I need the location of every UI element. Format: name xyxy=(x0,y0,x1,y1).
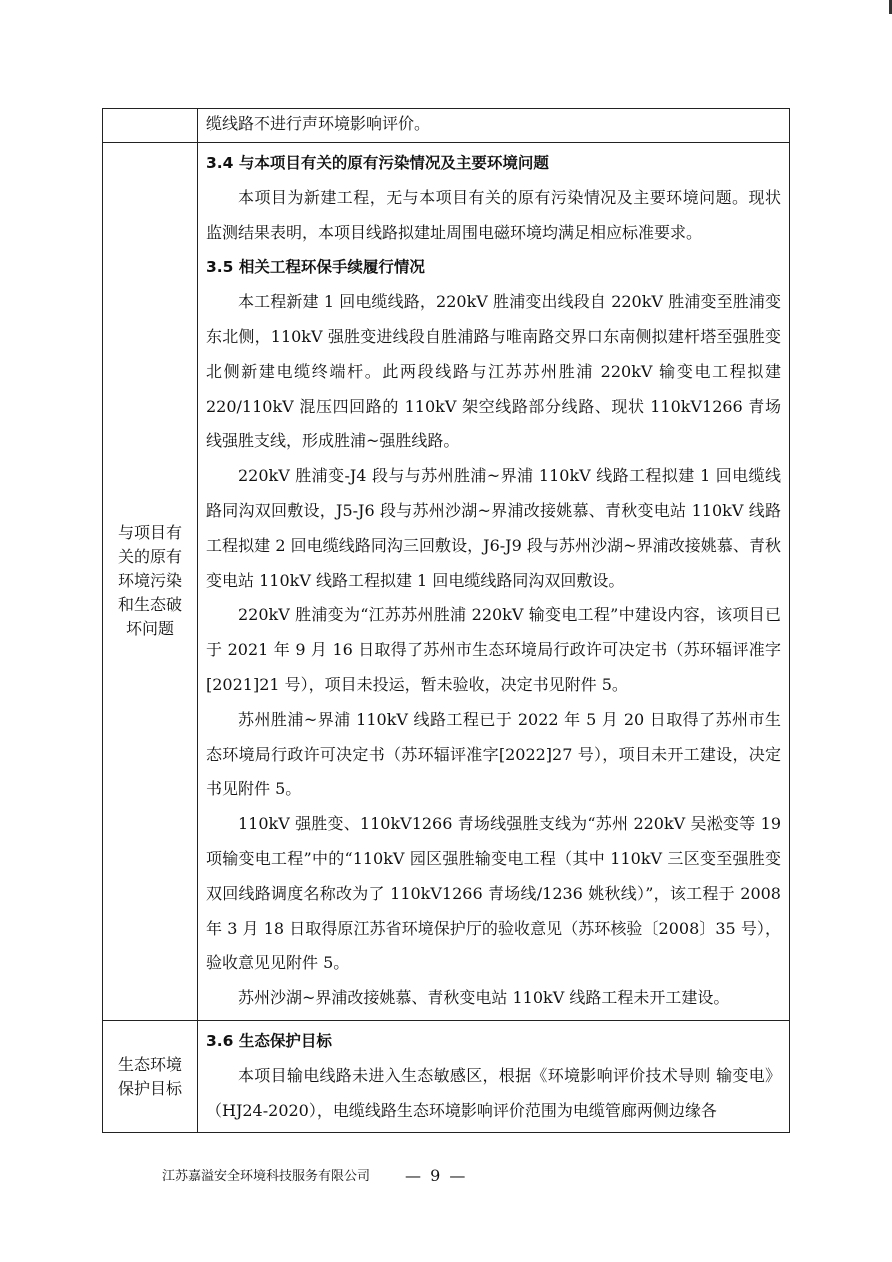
paragraph: 缆线路不进行声环境影响评价。 xyxy=(206,114,431,133)
section-heading-3-4: 3.4 与本项目有关的原有污染情况及主要环境问题 xyxy=(206,154,549,172)
table-row xyxy=(103,1020,790,1132)
row-body-cell xyxy=(198,143,790,1021)
paragraph: 110kV 强胜变、110kV1266 青场线强胜支线为“苏州 220kV 吴淞变等 19 项输变电工程”中的“110kV 园区强胜输变电工程（其中 110kV 三区变至强胜变双回线路调度名称改为了 110kV1266 青场线/1236 姚秋线）”，该工程于 2008 年 3 月 18 日取得原江苏省环境保护厅的验收意见（苏环核验〔2008〕35 号），验收意见见附件 5。 xyxy=(206,814,781,973)
row-header-label: 生态环境保护目标 xyxy=(117,1054,182,1098)
row-body-cell xyxy=(198,1020,790,1132)
row-header-cell xyxy=(103,143,198,1021)
paragraph: 本项目为新建工程，无与本项目有关的原有污染情况及主要环境问题。现状监测结果表明，本项目线路拟建址周围电磁环境均满足相应标准要求。 xyxy=(206,187,781,242)
footer-company: 江苏嘉溢安全环境科技服务有限公司 xyxy=(162,1169,371,1184)
row-header-label: 与项目有关的原有环境污染和生态破坏问题 xyxy=(117,523,182,639)
paragraph: 220kV 胜浦变-J4 段与与苏州胜浦~界浦 110kV 线路工程拟建 1 回电缆线路同沟双回敷设，J5-J6 段与苏州沙湖~界浦改接姚慕、青秋变电站 110kV 线路工程拟建 2 回电缆线路同沟三回敷设，J6-J9 段与苏州沙湖~界浦改接姚慕、青秋变电站 110kV 线路工程拟建 1 回电缆线路同沟双回敷设。 xyxy=(206,466,781,590)
paragraph: 苏州胜浦~界浦 110kV 线路工程已于 2022 年 5 月 20 日取得了苏州市生态环境局行政许可决定书（苏环辐评准字[2022]27 号），项目未开工建设，决定书见附件 5。 xyxy=(206,709,781,799)
row-header-cell xyxy=(103,1020,198,1132)
section-heading-3-5: 3.5 相关工程环保手续履行情况 xyxy=(206,258,425,277)
row-header-cell xyxy=(103,109,198,143)
table-row xyxy=(103,109,790,143)
paragraph: 220kV 胜浦变为“江苏苏州胜浦 220kV 输变电工程”中建设内容，该项目已于 2021 年 9 月 16 日取得了苏州市生态环境局行政许可决定书（苏环辐评准字[2021]21 号），项目未投运，暂未验收，决定书见附件 5。 xyxy=(206,605,781,694)
paragraph: 苏州沙湖~界浦改接姚慕、青秋变电站 110kV 线路工程未开工建设。 xyxy=(238,988,730,1008)
content-table xyxy=(102,108,790,1133)
table-row xyxy=(103,143,790,1021)
paragraph: 本项目输电线路未进入生态敏感区，根据《环境影响评价技术导则 输变电》（HJ24-2020），电缆线路生态环境影响评价范围为电缆管廊两侧边缘各 xyxy=(206,1065,781,1120)
paragraph: 本工程新建 1 回电缆线路，220kV 胜浦变出线段自 220kV 胜浦变至胜浦变东北侧，110kV 强胜变进线段自胜浦路与唯南路交界口东南侧拟建杆塔至强胜变北侧新建电缆终端杆。此两段线路与江苏苏州胜浦 220kV 输变电工程拟建 220/110kV 混压四回路的 110kV 架空线路部分线路、现状 110kV1266 青场线强胜支线，形成胜浦~强胜线路。 xyxy=(206,292,781,451)
row-body-cell xyxy=(198,109,790,143)
section-heading-3-6: 3.6 生态保护目标 xyxy=(206,1031,332,1050)
page-number: — 9 — xyxy=(405,1166,468,1185)
